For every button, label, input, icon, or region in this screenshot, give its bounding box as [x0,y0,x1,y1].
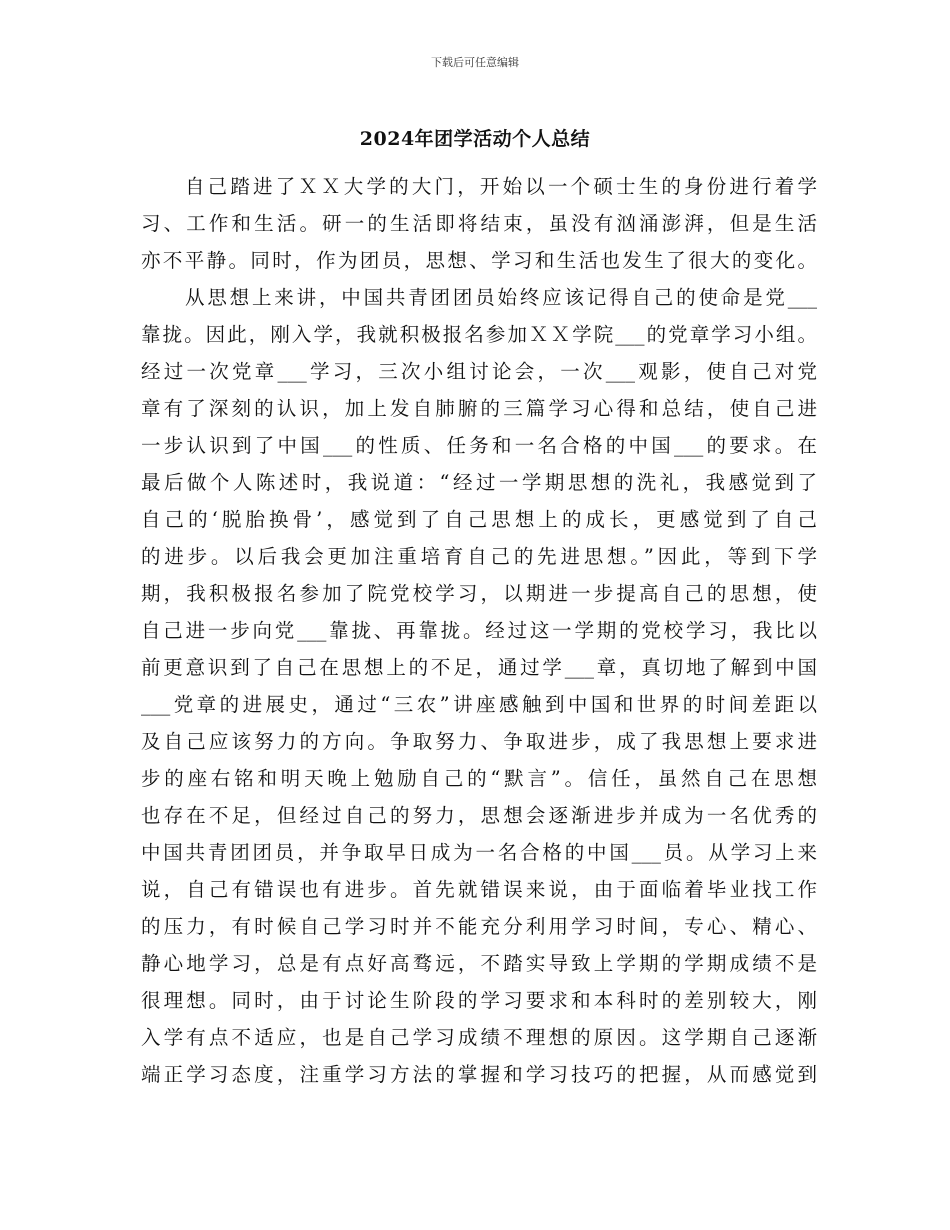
paragraph-line: 说，自己有错误也有进步。首先就错误来说，由于面临着毕业找工作 [141,878,817,901]
paragraph-line: 及自己应该努力的方向。争取努力、争取进步，成了我思想上要求进 [141,730,817,753]
paragraph-line: 很理想。同时，由于讨论生阶段的学习要求和本科时的差别较大，刚 [141,989,817,1012]
paragraph-line: 从思想上来讲，中国共青团团员始终应该记得自己的使命是党___ [185,286,817,309]
document-title: 2024年团学活动个人总结 [359,128,591,150]
paragraph-line: 的进步。以后我会更加注重培育自己的先进思想。”因此，等到下学 [141,545,817,568]
paragraph-line: 亦不平静。同时，作为团员，思想、学习和生活也发生了很大的变化。 [141,249,817,272]
paragraph-line: 静心地学习，总是有点好高骛远，不踏实导致上学期的学期成绩不是 [141,952,817,975]
paragraph-line: 自己的‘脱胎换骨’，感觉到了自己思想上的成长，更感觉到了自己 [141,508,817,531]
paragraph-line: 端正学习态度，注重学习方法的掌握和学习技巧的把握，从而感觉到 [141,1063,817,1086]
paragraph-line: 中国共青团团员，并争取早日成为一名合格的中国___员。从学习上来 [141,841,817,864]
paragraph-line: 章有了深刻的认识，加上发自肺腑的三篇学习心得和总结，使自己进 [141,397,817,420]
paragraph-line: 入学有点不适应，也是自己学习成绩不理想的原因。这学期自己逐渐 [141,1026,817,1049]
paragraph-line: 自己进一步向党___靠拢、再靠拢。经过这一学期的党校学习，我比以 [141,619,817,642]
paragraph-line: 期，我积极报名参加了院党校学习，以期进一步提高自己的思想，使 [141,582,817,605]
paragraph-line: 一步认识到了中国___的性质、任务和一名合格的中国___的要求。在 [141,434,817,457]
document-body [141,168,817,1093]
paragraph-line: 也存在不足，但经过自己的努力，思想会逐渐进步并成为一名优秀的 [141,804,817,827]
paragraph-line: 的压力，有时候自己学习时并不能充分利用学习时间，专心、精心、 [141,915,817,938]
paragraph-line: 最后做个人陈述时，我说道：“经过一学期思想的洗礼，我感觉到了 [141,471,817,494]
paragraph-line: ___党章的进展史，通过“三农”讲座感触到中国和世界的时间差距以 [141,693,817,716]
page-header-note: 下载后可任意编辑 [431,56,519,69]
paragraph-line: 习、工作和生活。研一的生活即将结束，虽没有汹涌澎湃，但是生活 [141,212,817,235]
paragraph-line: 步的座右铭和明天晚上勉励自己的“默言”。信任，虽然自己在思想 [141,767,817,790]
paragraph-line: 靠拢。因此，刚入学，我就积极报名参加ＸＸ学院___的党章学习小组。 [141,323,817,346]
paragraph-line: 自己踏进了ＸＸ大学的大门，开始以一个硕士生的身份进行着学 [185,175,817,198]
paragraph-line: 经过一次党章___学习，三次小组讨论会，一次___观影，使自己对党 [141,360,817,383]
paragraph-line: 前更意识到了自己在思想上的不足，通过学___章，真切地了解到中国 [141,656,817,679]
